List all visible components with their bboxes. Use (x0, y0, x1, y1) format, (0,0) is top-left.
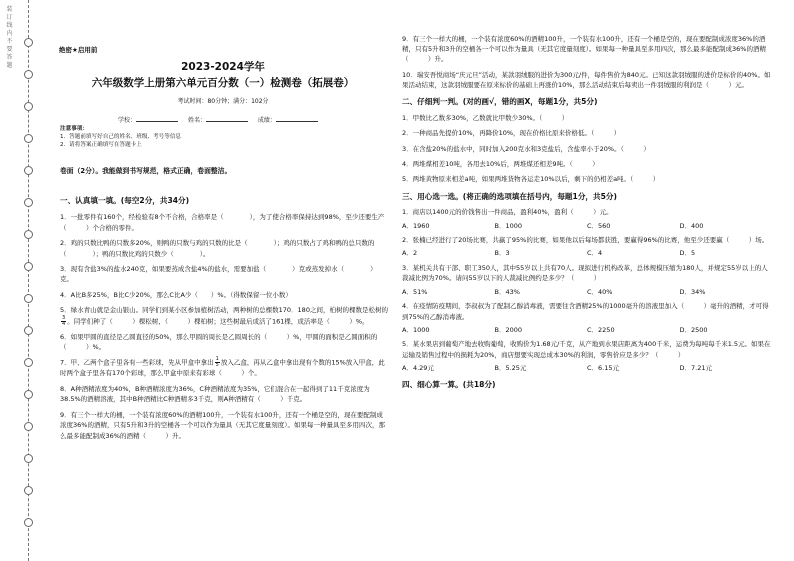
question: 1．甲数比乙数多30%，乙数就比甲数少30%。（ ） (402, 113, 569, 122)
option[interactable]: A．4.29元 (402, 364, 434, 373)
binding-dash-line (28, 0, 29, 561)
question-text: 9．有三个一样大的桶，一个装有浓度60%的酒精100升，一个装有水100升，还有一个桶是空的，现在要配制成浓度36%的酒精，只有5升和3升的空桶各一个可以作为量具（无其它度量刻度）。如果每一种量具至多用四次，那么最多能配制成36%的酒精（ ）升。 (402, 34, 766, 64)
question: 5．某水果店到葡萄产地去收购葡萄，收购价为1.68元/千克，从产地到水果店距离为400千米，运费为每吨每千米1.5元。如果在运输及销售过程中的损耗为20%，商店想要实现总成本30%的利润，零售价应是多少？（ ） (402, 340, 771, 359)
binding-hole (24, 70, 33, 79)
option[interactable]: C．6.15元 (587, 364, 620, 373)
name-label: 姓名： (187, 117, 206, 124)
binding-hole (24, 326, 33, 335)
option[interactable]: B．43% (494, 287, 520, 296)
binding-hole (24, 390, 33, 399)
notice-item: 1．答题前填写好自己的姓名、班级、考号等信息 (60, 134, 182, 141)
option[interactable]: B．1000 (494, 221, 523, 230)
binding-label: 装订线内不要答题 (6, 6, 13, 69)
exam-title: 六年级数学上册第六单元百分数（一）检测卷（拓展卷） (91, 77, 355, 89)
option[interactable]: D．7.21元 (679, 364, 712, 373)
options-row (402, 325, 772, 335)
confidential-label: 绝密★启用前 (59, 46, 98, 54)
score-blank[interactable] (276, 116, 318, 122)
option[interactable]: C．2250 (587, 325, 615, 334)
question: 1．一批零件有160个，经检验有8个不合格，合格率是（ ），为了使合格率保持达到98%，至少还要生产（ ）个合格的零件。 (60, 213, 385, 232)
option[interactable]: B．5.25元 (494, 364, 527, 373)
option[interactable]: B．3 (494, 249, 510, 258)
right-column (398, 0, 774, 561)
question: 5．两堆黄物原来相差a吨，如果两堆货物各运走10%以后，剩下的仍相差a吨。（ ） (402, 175, 660, 184)
option[interactable]: D．2500 (679, 325, 708, 334)
section-4-heading: 四、细心算一算。(共18分) (402, 379, 496, 389)
option[interactable]: D．34% (679, 287, 706, 296)
notice-box (60, 125, 181, 150)
question-text: 5．绿水青山就是金山银山。同学们到某小区参加植树活动，两种树的总棵数170．180之间，柏树的棵数是松树的 (60, 306, 388, 315)
option[interactable]: C．4 (587, 249, 603, 258)
binding-hole (24, 454, 33, 463)
binding-hole (24, 358, 33, 367)
notice-item: 2．请将答案正确填写在答题卡上 (60, 142, 142, 149)
option[interactable]: A．2 (402, 249, 418, 258)
question: 6．如果甲圆的直径是乙圆直径的50%，那么甲圆的周长是乙圆周长的（ ）%，甲圆的面积是乙圆面积的（ ）%。 (60, 332, 378, 352)
binding-hole (24, 166, 33, 175)
question: 3．某机关共有干部、职工350人，其中55岁以上共有70人。现拟进行机构改革，总体规模压缩为180人，并规定55岁以上的人裁减比例为70%。请问55岁以下的人裁减比例约是多少？（ ） (402, 263, 768, 283)
binding-hole (24, 198, 33, 207)
question: 4．两堆煤相差10吨，各用去10%后，两堆煤还相差9吨。（ ） (402, 160, 599, 169)
fraction-denominator: 5 (215, 362, 219, 369)
school-label: 学校： (118, 117, 137, 124)
question-text: 。同学们种了（ ）棵松树，（ ）棵柏树；这些树最后成活了161棵，成活率是（ ）%。 (67, 317, 369, 326)
binding-hole (24, 422, 33, 431)
section-1-heading: 一、认真填一填。(每空2分，共34分) (60, 196, 190, 205)
binding-strip (0, 0, 44, 561)
option[interactable]: A．1960 (402, 221, 430, 230)
question: 9．有三个一样大的桶，一个装有浓度60%的酒精100升，一个装有水100升，还有一个桶是空的，现在要配制成浓度36%的酒精，只有5升和3升的空桶各一个可以作为量具（无其它度量刻度）。如果每一种量具至多用四次，那么最多能配制成36%的酒精（ ）升。 (60, 410, 385, 440)
question (60, 305, 388, 326)
score-label: 成绩： (257, 117, 276, 124)
binding-hole (24, 294, 33, 303)
binding-hole (24, 102, 33, 111)
question: 3．在含盐20%的盐水中，同时加入200克水和3克盐后，含盐率小于20%。（ ） (402, 144, 650, 153)
exam-meta: 考试时间：80分钟；满分：102分 (177, 98, 269, 105)
options-row (402, 287, 772, 297)
section-3-heading: 三、用心选一选。(将正确的选项填在括号内，每题1分，共5分) (402, 191, 617, 201)
left-column (56, 0, 390, 561)
question (60, 357, 388, 378)
question: 1．商店以1400元的价钱售出一件商品，盈利40%，盈利（ ）元。 (402, 208, 613, 217)
question: 4．A比B多25%，B比C少20%，那么C比A少（ ）%。（得数保留一位小数） (60, 290, 292, 299)
section-1-continued (402, 34, 772, 390)
name-blank[interactable] (206, 116, 248, 122)
options-row (402, 221, 772, 231)
fraction-numerator: 3 (62, 314, 66, 321)
options-row (402, 248, 772, 258)
section-1 (60, 196, 388, 440)
question: 10．瑞安吾悦商场“庆元旦”活动，某款羽绒服的进价为300元/件，每件售价为840元。已知这款羽绒服的进价是标价的40%。如果活动结束，这款羽绒服要在原来标价的基础上再涨价10%，那么活动结束后每卖出一件羽绒服的利润是（ ）元。 (402, 70, 771, 90)
binding-hole (24, 134, 33, 143)
question-text: 放入乙盒，再从乙盒中拿出现有个数的15%放入甲盒，此时两个盒子里各有170个彩球，那么甲盒中原来有彩球（ ）个。 (60, 358, 385, 378)
binding-hole (24, 518, 33, 527)
option[interactable]: B．2000 (494, 325, 523, 334)
question-continued (402, 34, 772, 65)
option[interactable]: A．1000 (402, 325, 430, 334)
option[interactable]: C．560 (587, 221, 611, 230)
exam-title-year: 2023-2024学年 (181, 61, 265, 73)
options-row (402, 363, 772, 373)
option[interactable]: D．400 (679, 221, 704, 230)
question: 8．A种酒精浓度为40%，B种酒精浓度为36%，C种酒精浓度为35%，它们混合在一起得到了11千克浓度为38.5%的酒精溶液，其中B种酒精比C种酒精多3千克，则A种酒精有（ ）千克。 (60, 384, 370, 404)
question: 2．一种商品先提价10%，再降价10%，现在价格比原来价格低。（ ） (402, 129, 621, 138)
fraction-denominator: 4 (62, 320, 66, 327)
fraction-numerator: 1 (215, 356, 219, 363)
section-2-heading: 二、仔细判一判。(对的画√，错的画X，每题1分，共5分) (402, 97, 598, 107)
option[interactable]: C．40% (587, 287, 613, 296)
binding-hole (24, 230, 33, 239)
binding-hole (24, 262, 33, 271)
fraction (61, 316, 66, 327)
binding-hole (24, 38, 33, 47)
handwriting-note: 卷面（2分）。我能做到书写规范，格式正确，卷面整洁。 (60, 167, 232, 175)
fraction (215, 357, 220, 368)
option[interactable]: A．51% (402, 287, 428, 296)
option[interactable]: D．5 (679, 249, 696, 258)
notice-heading: 注意事项： (60, 126, 88, 132)
school-blank[interactable] (136, 116, 178, 122)
question: 2．鸡的只数比鸭的只数多20%，则鸭的只数与鸡的只数的比是（ ）；鸡的只数占了鸡和鸭的总只数的（ ）；鸭的只数比鸡的只数少（ ）。 (60, 239, 375, 258)
question: 4．在疫情防疫期间，李叔叔为了配制乙醇消毒液，需要往含酒精25%的1000毫升的溶液里加入（ ）毫升的酒精，才可得到75%的乙醇消毒液。 (402, 302, 769, 321)
question: 2．张楠已经进行了20场比赛，共赢了95%的比赛，如果他以后每场都获胜，要赢得96%的比赛，他至少还要赢（ ）场。 (402, 236, 769, 245)
question-text: 7．甲、乙两个盒子里各有一些彩球，先从甲盒中拿出 (60, 358, 214, 367)
question: 3．现有含盐3%的盐水240克，如果要蒸成含盐4%的盐水，需要加盐（ ）克或蒸发掉水（ ）克。 (60, 265, 377, 284)
binding-hole (24, 486, 33, 495)
